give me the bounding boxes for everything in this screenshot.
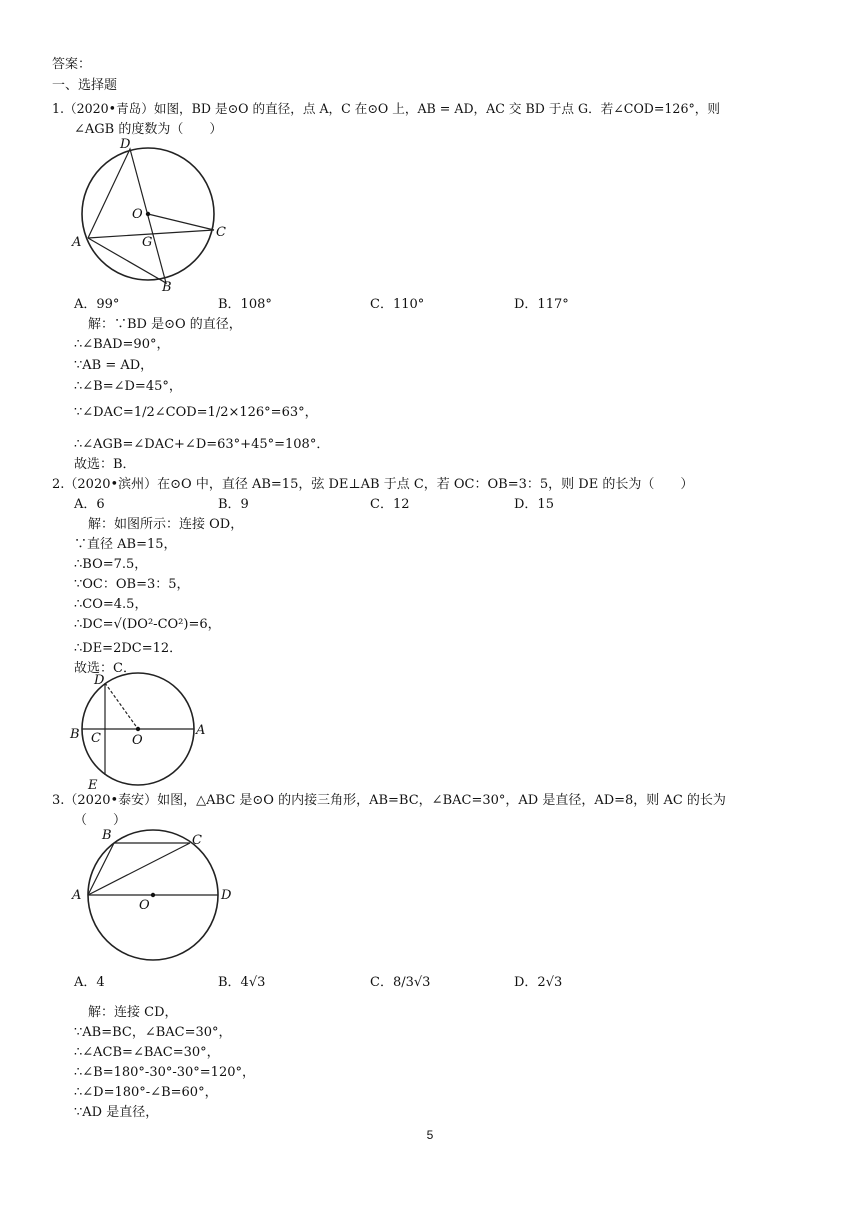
- q3-solution-line: ∵AB=BC，∠BAC=30°，: [74, 1025, 232, 1040]
- page-number: 5: [426, 1128, 434, 1142]
- q3-label-b: B: [102, 828, 112, 843]
- q1-option-b: B．108°: [218, 297, 272, 312]
- q1-label-g: G: [142, 235, 153, 250]
- q1-label-d: D: [120, 137, 131, 152]
- q3-option-c: C．8/3√3: [370, 975, 431, 990]
- q2-solution-line: ∴BO=7.5，: [74, 557, 148, 572]
- q3-solution-line: ∴∠D=180°-∠B=60°，: [74, 1085, 218, 1100]
- q3-label-c: C: [192, 833, 202, 848]
- q1-label-o: O: [132, 207, 143, 222]
- q1-solution-line: ∴∠AGB=∠DAC+∠D=63°+45°=108°．: [74, 437, 330, 452]
- q2-solution-line: 故选：C．: [74, 661, 136, 676]
- q1-solution-line: 故选：B．: [74, 457, 136, 472]
- q2-solution-line: ∴CO=4.5，: [74, 597, 148, 612]
- q2-option-b: B．9: [218, 497, 249, 512]
- q2-solution-line: ∵OC：OB=3：5，: [74, 577, 190, 592]
- q2-solution-line: ∴DE=2DC=12．: [74, 641, 183, 656]
- q2-label-c: C: [91, 731, 101, 746]
- q2-option-d: D．15: [514, 497, 554, 512]
- q2-label-e: E: [88, 778, 98, 793]
- q2-solution-line: ∵直径 AB=15，: [74, 537, 177, 552]
- q2-option-c: C．12: [370, 497, 410, 512]
- q3-option-d: D．2√3: [514, 975, 563, 990]
- q1-option-a: A．99°: [74, 297, 120, 312]
- q1-stem-line1: 1.（2020•青岛）如图，BD 是⊙O 的直径，点 A，C 在⊙O 上，AB = AD，AC 交 BD 于点 G．若∠COD=126°，则: [52, 101, 720, 116]
- q3-solution-line: 解：连接 CD，: [88, 1005, 178, 1020]
- q1-option-c: C．110°: [370, 297, 425, 312]
- q2-label-o: O: [132, 733, 143, 748]
- q1-stem-line2: ∠AGB 的度数为（ ）: [74, 122, 223, 137]
- q2-stem: 2.（2020•滨州）在⊙O 中，直径 AB=15，弦 DE⊥AB 于点 C，若 OC：OB=3：5，则 DE 的长为（ ）: [52, 477, 694, 492]
- q1-solution-line: ∴∠B=∠D=45°，: [74, 379, 182, 394]
- q1-solution-line: ∵∠DAC=1/2∠COD=1/2×126°=63°，: [74, 405, 318, 420]
- q1-solution-line: ∴∠BAD=90°，: [74, 337, 170, 352]
- q2-solution-line: ∴DC=√(DO²-CO²)=6，: [74, 617, 221, 632]
- q3-label-a: A: [72, 888, 82, 903]
- q1-circle-figure: [66, 136, 246, 296]
- q3-solution-line: ∴∠ACB=∠BAC=30°，: [74, 1045, 220, 1060]
- q1-solution-line: 解：∵BD 是⊙O 的直径，: [88, 317, 242, 332]
- q1-option-d: D．117°: [514, 297, 569, 312]
- q3-solution-line: ∴∠B=180°-30°-30°=120°，: [74, 1065, 255, 1080]
- q1-solution-line: ∵AB = AD，: [74, 358, 154, 373]
- q3-stem-line2: （ ）: [74, 813, 127, 828]
- q3-solution-line: ∵AD 是直径，: [74, 1105, 159, 1120]
- q2-option-a: A．6: [74, 497, 105, 512]
- section-heading: 一、选择题: [52, 78, 118, 93]
- q2-label-d: D: [94, 673, 105, 688]
- q2-label-b: B: [70, 727, 80, 742]
- q2-circle-figure: [66, 672, 216, 792]
- q3-circle-figure: [66, 828, 246, 968]
- q1-label-b: B: [162, 280, 172, 295]
- q3-option-a: A．4: [74, 975, 105, 990]
- q3-option-b: B．4√3: [218, 975, 266, 990]
- q2-label-a: A: [196, 723, 206, 738]
- q1-label-c: C: [216, 225, 226, 240]
- q3-stem-line1: 3.（2020•泰安）如图，△ABC 是⊙O 的内接三角形，AB=BC，∠BAC=30°，AD 是直径，AD=8，则 AC 的长为: [52, 793, 726, 808]
- q1-label-a: A: [72, 235, 82, 250]
- answer-heading: 答案：: [52, 57, 92, 72]
- q3-label-o: O: [139, 898, 150, 913]
- q3-label-d: D: [221, 888, 232, 903]
- q2-solution-line: 解：如图所示：连接 OD，: [88, 517, 244, 532]
